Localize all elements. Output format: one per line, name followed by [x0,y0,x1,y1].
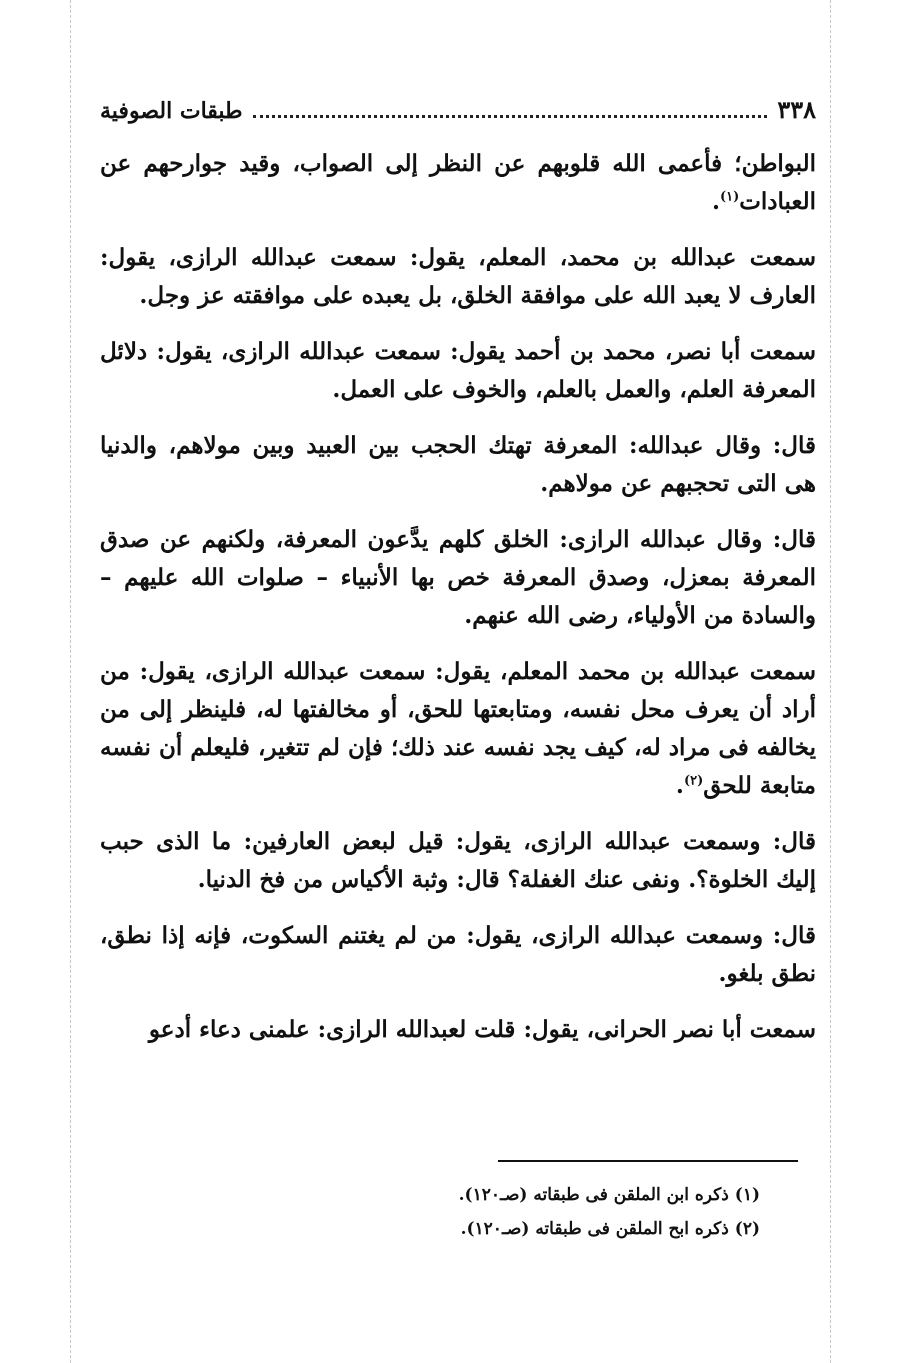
paragraph-2: سمعت عبدالله بن محمد، المعلم، يقول: سمعت عبدالله الرازى، يقول: العارف لا يعبد الله على موافقة الخلق، بل يعبده على موافقته عز وجل. [100,244,816,309]
paragraph-7: قال: وسمعت عبدالله الرازى، يقول: قيل لبعض العارفين: ما الذى حبب إليك الخلوة؟. ونفى عنك الغفلة؟ قال: وثبة الأكياس من فخ الدنيا. [100,828,816,893]
footnote-2: (٢) ذكره ابح الملقن فى طبقاته (صـ١٢٠). [460,1219,760,1239]
paragraph-8: قال: وسمعت عبدالله الرازى، يقول: من لم يغتنم السكوت، فإنه إذا نطق، نطق بلغو. [100,922,816,987]
paragraph-9: سمعت أبا نصر الحرانى، يقول: قلت لعبدالله الرازى: علمنى دعاء أدعو [148,1016,816,1043]
paragraph-4: قال: وقال عبدالله: المعرفة تهتك الحجب بين العبيد وبين مولاهم، والدنيا هى التى تحجبهم عن مولاهم. [100,432,816,497]
running-header [100,95,816,135]
paragraph-6: سمعت عبدالله بن محمد المعلم، يقول: سمعت عبدالله الرازى، يقول: من أراد أن يعرف محل نفسه، ومتابعتها للحق، أو مخالفتها له، فلينظر إلى من يخالفه فى مراد له، كيف يجد نفسه عند ذلك؛ فإن لم تتغير، فليعلم أن نفسه متابعة للحق$^{(٢)}$. [100,658,816,799]
footnote-ref-1: (١) [719,189,740,205]
page-number: ٣٣٨ [777,95,816,124]
book-title: طبقات الصوفية [100,98,243,124]
paragraph-3: سمعت أبا نصر، محمد بن أحمد يقول: سمعت عبدالله الرازى، يقول: دلائل المعرفة العلم، والعمل بالعلم، والخوف على العمل. [100,338,816,403]
footnotes [100,1178,760,1246]
header-dot-leader [253,105,768,118]
footnote-separator [498,1160,798,1162]
scan-guide-line-left [70,0,71,1363]
footnote-1: (١) ذكره ابن الملقن فى طبقاته (صـ١٢٠). [458,1185,760,1205]
paragraph-5: قال: وقال عبدالله الرازى: الخلق كلهم يدَّعون المعرفة، ولكنهم عن صدق المعرفة بمعزل، وصدق المعرفة خص بها الأنبياء – صلوات الله عليهم – والسادة من الأولياء، رضى الله عنهم. [100,526,816,629]
book-page [100,95,816,1067]
paragraph-1: البواطن؛ فأعمى الله قلوبهم عن النظر إلى الصواب، وقيد جوارحهم عن العبادات$^{(١)}$. [100,150,816,215]
scan-guide-line-right [830,0,831,1363]
footnote-ref-2: (٢) [683,773,704,789]
